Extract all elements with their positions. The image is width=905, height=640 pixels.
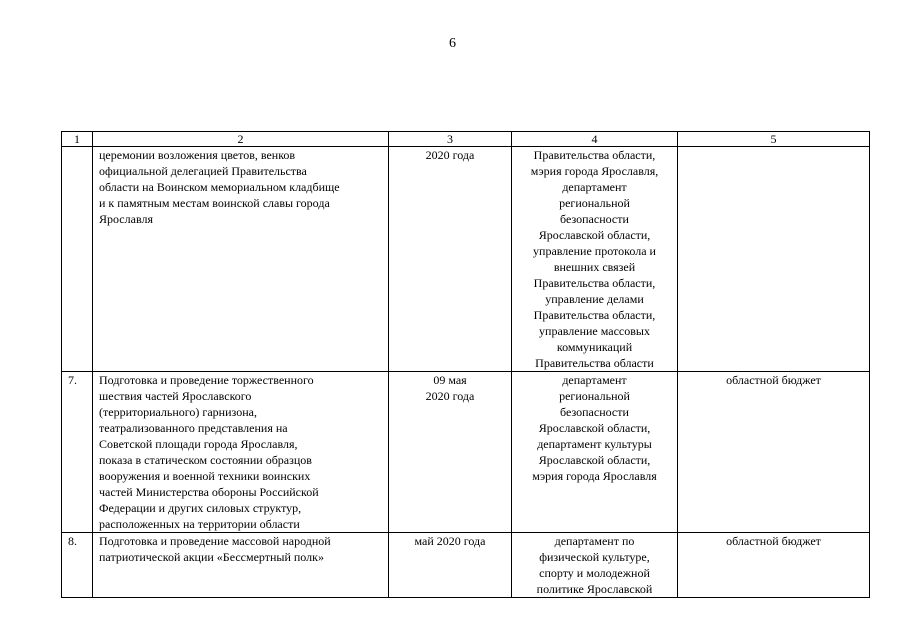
cell-text-line: коммуникаций <box>556 340 633 354</box>
table-row <box>62 147 870 372</box>
cell-text-line: безопасности <box>560 212 629 226</box>
cell-text-line: безопасности <box>560 405 629 419</box>
cell-text-line: (территориального) гарнизона, <box>99 405 257 419</box>
cell-text-line: мэрия города Ярославля, <box>530 164 659 178</box>
event-cell <box>93 147 389 372</box>
cell-text-line: показа в статическом состоянии образцов <box>99 453 312 467</box>
responsible-cell <box>512 147 678 372</box>
cell-text-line: управление массовых <box>539 324 650 338</box>
row-number-cell: 7. <box>62 372 93 533</box>
cell-text-line: региональной <box>559 196 630 210</box>
cell-text-line: Ярославской области, <box>538 421 651 435</box>
cell-text-line: 2020 года <box>425 389 475 403</box>
cell-text-line: департамент культуры <box>537 437 652 451</box>
cell-text-line: региональной <box>559 389 630 403</box>
cell-text-line: официальной делегацией Правительства <box>99 164 307 178</box>
responsible-cell <box>512 533 678 598</box>
cell-text-line: области на Воинском мемориальном кладбище <box>99 180 340 194</box>
event-cell <box>93 372 389 533</box>
cell-text-line: частей Министерства обороны Российской <box>99 485 319 499</box>
cell-text-line: Подготовка и проведение торжественного <box>99 373 314 387</box>
header-cell: 3 <box>389 132 512 147</box>
responsible-cell <box>512 372 678 533</box>
row-number-cell: 8. <box>62 533 93 598</box>
cell-text-line: расположенных на территории области <box>99 517 300 531</box>
cell-text-line: Ярославской области, <box>538 453 651 467</box>
cell-text-line: Федерации и других силовых структур, <box>99 501 302 515</box>
funding-cell: областной бюджет <box>678 533 870 598</box>
cell-text-line: Ярославля <box>99 212 153 226</box>
event-cell <box>93 533 389 598</box>
date-cell <box>389 533 512 598</box>
table-row <box>62 533 870 598</box>
cell-text-line: департамент <box>562 180 627 194</box>
cell-text-line: спорту и молодежной <box>539 566 650 580</box>
cell-text-line: май 2020 года <box>414 534 486 548</box>
cell-text-line: Советской площади города Ярославля, <box>99 437 298 451</box>
cell-text-line: управление протокола и <box>533 244 656 258</box>
cell-text-line: шествия частей Ярославского <box>99 389 252 403</box>
cell-text-line: департамент по <box>554 534 635 548</box>
cell-text-line: Правительства области, <box>533 148 656 162</box>
table-row <box>62 372 870 533</box>
cell-text-line: департамент <box>562 373 627 387</box>
funding-cell: областной бюджет <box>678 372 870 533</box>
cell-text-line: Правительства области <box>535 356 654 370</box>
cell-text-line: мэрия города Ярославля <box>532 469 657 483</box>
cell-text-line: вооружения и военной техники воинских <box>99 469 311 483</box>
cell-text-line: Правительства области, <box>533 308 656 322</box>
cell-text-line: Подготовка и проведение массовой народной <box>99 534 331 548</box>
cell-text-line: 2020 года <box>425 148 475 162</box>
date-cell <box>389 147 512 372</box>
cell-text-line: театрализованного представления на <box>99 421 288 435</box>
date-cell <box>389 372 512 533</box>
cell-text-line: патриотической акции «Бессмертный полк» <box>99 550 324 564</box>
funding-cell <box>678 147 870 372</box>
cell-text-line: физической культуре, <box>539 550 650 564</box>
cell-text-line: управление делами <box>545 292 644 306</box>
header-cell: 5 <box>678 132 870 147</box>
cell-text-line: внешних связей <box>553 260 636 274</box>
cell-text-line: политике Ярославской <box>536 582 653 596</box>
cell-text-line: церемонии возложения цветов, венков <box>99 148 296 162</box>
table-header-row <box>62 132 870 147</box>
cell-text-line: 09 мая <box>433 373 467 387</box>
header-cell: 1 <box>62 132 93 147</box>
row-number-cell <box>62 147 93 372</box>
header-cell: 4 <box>512 132 678 147</box>
page-number: 6 <box>449 36 456 51</box>
cell-text-line: и к памятным местам воинской славы города <box>99 196 330 210</box>
cell-text-line: Правительства области, <box>533 276 656 290</box>
cell-text-line: Ярославской области, <box>538 228 651 242</box>
events-table <box>61 131 870 598</box>
header-cell: 2 <box>93 132 389 147</box>
